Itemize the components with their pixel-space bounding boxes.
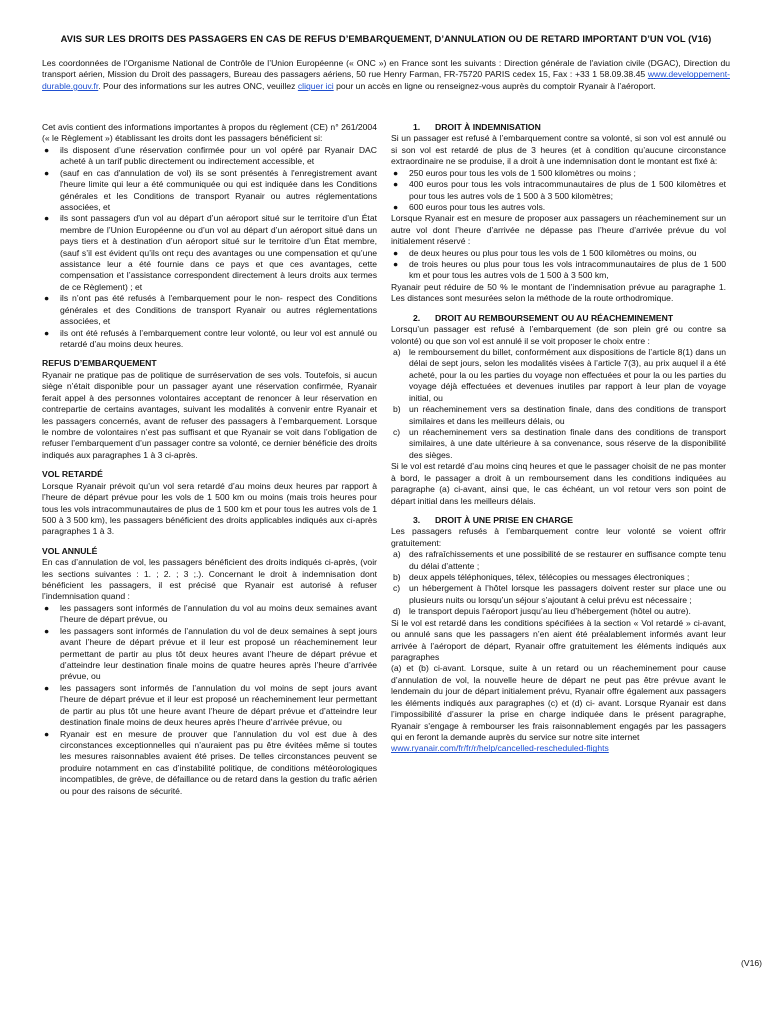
list-item: ● les passagers sont informés de l’annulation du vol moins de sept jours avant l’heure de départ prévue et il leur est proposé un réacheminement leur permettant de partir au plus tôt une heure avant l’heure de départ prévue et d’atteindre leur destination finale moins de deux heures après l’heure d’arrivée prévue, ou [44,682,377,728]
list-item: ● 600 euros pour tous les autres vols. [393,201,546,212]
heading-refus: REFUS D’EMBARQUEMENT [42,358,157,369]
eligibility-list [42,145,377,351]
bullet-icon: ● [393,247,399,258]
list-item: ● ils n’ont pas été refusés à l'embarquement pour le non- respect des Conditions générales et des Conditions de transport Ryanair ou autres réglementations associées, et [44,293,377,327]
prise-en-charge-intro: Les passagers refusés à l’embarquement contre leur volonté se voient offrir gratuitement: [391,526,726,548]
regulation-intro: Cet avis contient des informations importantes à propos du règlement (CE) n° 261/2004 (« le Règlement ») établissant les droits dont les passagers bénéficient si: [42,122,377,144]
list-item: ● les passagers sont informés de l’annulation du vol de deux semaines à sept jours avant l’heure de départ prévue et il leur est proposé un réacheminement leur permettant de partir au plus tôt deux heures avant l’heure de départ prévue et d’atteindre leur destination finale moins de quatre heures après l’heure d’arrivée prévue, ou [44,625,377,682]
compensation-list [391,168,726,214]
list-item: c) un réacheminement vers sa destination finale dans des conditions de transport similaires, à une date ultérieure à sa convenance, sous réserve de la disponibilité des sièges. [393,426,726,460]
list-item: ● 400 euros pour tous les vols intracommunautaires de plus de 1 500 kilomètres et pour tous les autres vols de 1 500 à 3 500 kilomètres; [393,179,726,201]
bullet-icon: ● [44,625,50,636]
heading-prise-en-charge: 3. DROIT À UNE PRISE EN CHARGE [413,514,573,525]
bullet-icon: ● [393,167,399,178]
list-item: a) le remboursement du billet, conformément aux dispositions de l’article 8(1) dans un délai de sept jours, selon les modalités visées à l’article 7(3), au prix auquel il a été acheté, pour la ou les parties du voyage non effectuées et pour la ou les parties du voyage déjà effectuées et devenues inutiles par rapport à leur plan de voyage initial, ou [393,347,726,403]
intro-text-end: pour un accès en ligne ou renseignez-vous auprès du comptoir Ryanair à l’aéroport. [333,80,656,91]
bullet-icon: ● [44,167,50,178]
heading-indemnisation: 1. DROIT À INDEMNISATION [413,122,541,132]
annule-paragraph: En cas d’annulation de vol, les passagers bénéficient des droits indiqués ci-après, (voir les sections suivantes : 1. ; 2. ; 3 ;.). Concernant le droit à indemnisation dont bénéficient les passagers, il est précisé que Ryanair est autorisé à refuser l’indemnisation quand : [42,557,377,602]
list-item: ● les passagers sont informés de l’annulation du vol au moins deux semaines avant l’heure de départ prévue, ou [44,602,377,625]
intro-paragraph [42,58,730,92]
left-column [42,122,377,797]
delay-threshold-list [391,248,726,282]
intro-text: Les coordonnées de l’Organisme National de Contrôle de l’Union Européenne (« ONC ») en France sont les suivants : Direction générale de l'aviation civile (DGAC), Direction du transport aérien, Mission du Droit des passagers, Bureau des passagers aériens, 50 rue Henry Farman, FR-75720 PARIS cedex 15, Fax : +33 1 58.09.38.45 [42,58,730,80]
five-hours-paragraph: Si le vol est retardé d’au moins cinq heures et que le passager choisit de ne pas monter à bord, le passager a droit à un remboursement dans les conditions indiquées au paragraphe (a) ci-avant, ainsi que, le cas échéant, un vol retour vers son point de départ initial dans les meilleurs délais. [391,461,726,506]
heading-remboursement: 2. DROIT AU REMBOURSEMENT OU AU RÉACHEMINEMENT [413,312,674,323]
lendemain-paragraph: (a) et (b) ci-avant. Lorsque, suite à un retard ou un réacheminement pour cause d’annulation de vol, la nouvelle heure de départ ne peut pas être prévue avant le lendemain du jour de départ initialement prévu, Ryanair offre également aux passagers les éléments indiqués aux paragraphes (c) et (d) ci- avant. Lorsque Ryanair est dans l’impossibilité d’assurer la prise en charge indiquée dans le présent paragraphe, Ryanair s'engage à rembourser les frais raisonnablement engagés par les passagers qui en feront la demande auprès du service sur notre site internet [391,663,726,742]
ryanair-link-line [391,743,726,754]
list-item: ● 250 euros pour tous les vols de 1 500 kilomètres ou moins ; [393,167,636,178]
bullet-icon: ● [393,259,399,270]
refusal-conditions-list [42,603,377,797]
version-footer: (V16) [740,958,762,968]
bullet-icon: ● [44,213,50,224]
bullet-icon: ● [393,179,399,190]
list-item: ● ils sont passagers d'un vol au départ d’un aéroport situé sur le territoire d’un État membre de l’Union Européenne ou d’un vol au départ d’un aéroport situé dans un pays tiers et à destination d’un aéroport situé sur le territoire d’un État membre, (sauf s’il est évident qu’ils ont reçu des avantages ou une compensation et qu’une assistance leur a été fournie dans ce pays et que ces avantages, cette compensation et l’assistance correspondent directement à leurs droits aux termes de ce Règlement) ; et [44,213,377,292]
gov-link[interactable]: www.developpement-durable.gouv.fr [42,69,730,91]
right-column [391,122,726,755]
list-item: ● de deux heures ou plus pour tous les vols de 1 500 kilomètres ou moins, ou [393,247,697,258]
list-item: b) deux appels téléphoniques, télex, télécopies ou messages électroniques ; [393,572,690,583]
list-item: c) un hébergement à l’hôtel lorsque les passagers doivent rester sur place une ou plusieurs nuits ou lorsqu’un séjour s’ajoutant à celui prévu est nécessaire ; [393,583,726,605]
list-item: ● Ryanair est en mesure de prouver que l’annulation du vol est due à des circonstances exceptionnelles qui n’auraient pas pu être évitées même si toutes les mesures raisonnables avaient été prises. De telles circonstances peuvent se produire notamment en cas d’instabilité politique, de conditions météorologiques incompatibles, de grève, de défaillance ou de retard dans la gestion du trafic aérien ou pour des raisons de sécurité. [44,728,377,796]
bullet-icon: ● [44,327,50,338]
list-item: d) le transport depuis l’aéroport jusqu’au lieu d’hébergement (hôtel ou autre). [393,606,691,617]
list-item: ● ils disposent d’une réservation confirmée pour un vol opéré par Ryanair DAC acheté à un tarif public directement ou indirectement accessible, et [44,144,377,167]
list-item: b) un réacheminement vers sa destination finale, dans des conditions de transport similaires et dans les meilleurs délais, ou [393,404,726,426]
retard-care-paragraph: Si le vol est retardé dans les conditions spécifiées à la section « Vol retardé » ci-avant, ou annulé sans que les passagers n’en aient été préalablement informés avant leur arrivée à l’aéroport de départ, Ryanair offre gratuitement les éléments indiqués aux paragraphes [391,617,726,662]
document-title: AVIS SUR LES DROITS DES PASSAGERS EN CAS DE REFUS D’EMBARQUEMENT, D’ANNULATION OU DE RETARD IMPORTANT D’UN VOL (V16) [60,33,712,44]
list-item: ● ils ont été refusés à l’embarquement contre leur volonté, ou leur vol est annulé ou retardé d’au moins deux heures. [44,327,377,350]
list-item: a) des rafraîchissements et une possibilité de se restaurer en suffisance compte tenu du délai d’attente ; [393,549,726,571]
indemnisation-paragraph: Si un passager est refusé à l’embarquement contre sa volonté, si son vol est annulé ou si son vol est retardé de plus de 3 heures (et à condition qu’aucune circonstance extraordinaire ne se produise, il a droit à une indemnisation dont le montant est fixé à: [391,133,726,167]
heading-retard: VOL RETARDÉ [42,469,103,480]
refund-options-list [391,347,726,461]
reacheminement-intro: Lorsque Ryanair est en mesure de proposer aux passagers un réacheminement sur un autre vol dont l’heure d’arrivée ne dépasse pas l’heure d’arrivée prévue du vol initialement réservé : [391,213,726,247]
reduction-paragraph: Ryanair peut réduire de 50 % le montant de l’indemnisation prévue au paragraphe 1. Les distances sont mesurées selon la méthode de la route orthodromique. [391,281,726,304]
bullet-icon: ● [44,144,50,155]
refus-paragraph: Ryanair ne pratique pas de politique de surréservation de ses vols. Toutefois, si aucun siège n’était disponible pour un passager ayant une réservation confirmée, Ryanair ferait appel à des personnes volontaires acceptant de renoncer à leur réservation en contrepartie de certains avantages, suivant les modalités à convenir entre Ryanair et les passagers concernés, avant de refuser des passagers à l’embarquement. Lorsque le nombre de volontaires n’est pas suffisant et que Ryanair se voit dans l’obligation de refuser l’embarquement d’un passager contre sa volonté, ce dernier bénéficie des droits indiqués aux paragraphes 1 à 3 ci-après. [42,369,377,460]
care-list [391,549,726,618]
bullet-icon: ● [393,201,399,212]
intro-text-middle: . Pour des informations sur les autres ONC, veuillez [98,80,298,91]
bullet-icon: ● [44,728,50,739]
remboursement-paragraph: Lorsqu’un passager est refusé à l’embarquement (de son plein gré ou contre sa volonté) ou que son vol est annulé il se voit proposer le choix entre : [391,324,726,346]
bullet-icon: ● [44,293,50,304]
ryanair-help-link[interactable]: www.ryanair.com/fr/fr/r/help/cancelled-rescheduled-flights [391,743,609,754]
list-item: ● (sauf en cas d'annulation de vol) ils se sont présentés à l'enregistrement avant l'heure limite qui leur a été communiquée ou qui est indiquée dans les Conditions générales et les Conditions de transport Ryanair ou autres réglementations associées, et [44,167,377,212]
heading-annule: VOL ANNULÉ [42,545,98,556]
bullet-icon: ● [44,602,50,613]
bullet-icon: ● [44,682,50,693]
list-item: ● de trois heures ou plus pour tous les vols intracommunautaires de plus de 1 500 km et pour tous les autres vols de 1 500 à 3 500 km, [393,259,726,281]
click-here-link[interactable]: cliquer ici [297,80,334,91]
retard-paragraph: Lorsque Ryanair prévoit qu’un vol sera retardé d’au moins deux heures par rapport à l’heure de départ prévue pour les vols de 1 500 km ou moins (mais trois heures pour tous les vols intracommunautaires de plus de 1 500 km et pour tous les autres vols de 1 500 à 3 500 km), les passagers bénéficient des droits applicables indiqués aux ci-après paragraphes 1 à 3. [42,480,377,537]
